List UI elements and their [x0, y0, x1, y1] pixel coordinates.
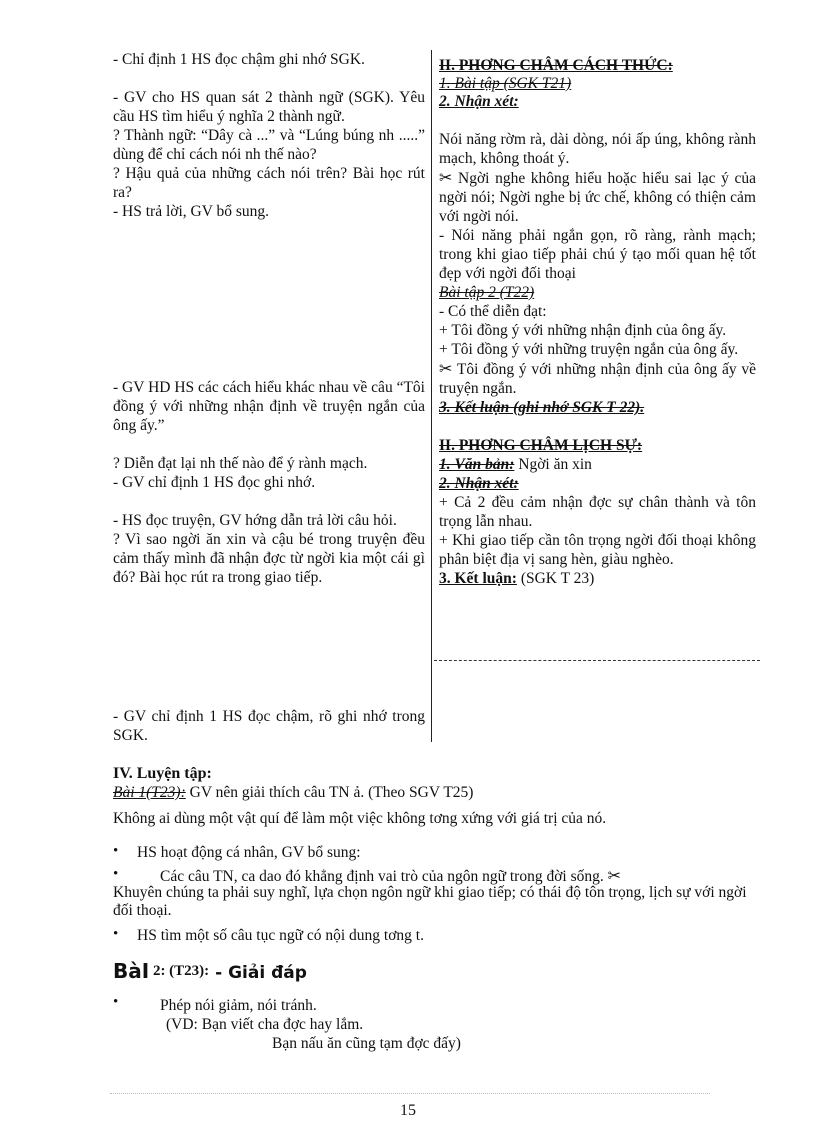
left-p1: - Chỉ định 1 HS đọc chậm ghi nhớ SGK.: [113, 51, 365, 68]
van-ban-label: 1. Văn bản:: [439, 456, 515, 473]
right-r4: - Có thể diễn đạt:: [439, 303, 547, 320]
scissors-icon: ✂: [439, 359, 453, 378]
bottom-line2: Không ai dùng một vật quí để làm một việc không tơng xứng với giá trị của nó.: [113, 810, 607, 827]
left-p11: - GV chỉ định 1 HS đọc chậm, rõ ghi nhớ trong SGK.: [113, 708, 425, 744]
bai-2-heading: BàI 2: (T23): - Giải đáp: [113, 959, 307, 983]
left-p3: ? Thành ngữ: “Dây cà ...” và “Lúng búng nh .....” dùng để chỉ cách nói nh thế nào?: [113, 127, 425, 163]
bottom-b4: Phép nói giảm, nói tránh.: [160, 997, 317, 1014]
luyen-tap-heading: IV. Luyện tập:: [113, 765, 212, 782]
heading-cach-thuc: II. PHƠNG CHÂM CÁCH THỨC:: [439, 57, 673, 74]
heading-lich-su: II. PHƠNG CHÂM LỊCH SỰ:: [439, 437, 643, 454]
page-number: 15: [400, 1102, 416, 1119]
column-divider: [431, 50, 432, 742]
bottom-b1: HS hoạt động cá nhân, GV bổ sung:: [137, 844, 361, 861]
vd-1: (VD: Bạn viết cha đợc hay lắm.: [166, 1016, 364, 1033]
subheading-bai-tap: 1. Bài tập (SGK T21): [439, 75, 572, 92]
bottom-b3: HS tìm một số câu tục ngữ có nội dung tơng t.: [137, 927, 424, 944]
subheading-nhan-xet-2: 2. Nhận xét:: [439, 475, 519, 492]
subheading-ket-luan: 3. Kết luận (ghi nhớ SGK T 22).: [439, 399, 645, 416]
left-p9: - HS đọc truyện, GV hớng dẫn trả lời câu hỏi.: [113, 512, 397, 529]
right-r7: ✂ Tôi đồng ý với những nhận định của ông ấy về truyện ngắn.: [439, 359, 756, 397]
bottom-b2-cont: Khuyên chúng ta phải suy nghĩ, lựa chọn ngôn ngữ khi giao tiếp; có thái độ tôn trọng, lịch sự với ngời đối thoại.: [113, 884, 747, 919]
right-r9: + Khi giao tiếp cần tôn trọng ngời đối thoại không phân biệt địa vị sang hèn, giàu nghèo.: [439, 532, 756, 568]
bullet-4: •: [113, 994, 119, 1010]
left-p2: - GV cho HS quan sát 2 thành ngữ (SGK). Yêu cầu HS tìm hiểu ý nghĩa 2 thành ngữ.: [113, 89, 425, 125]
right-ket-luan-2: 3. Kết luận: (SGK T 23): [439, 570, 595, 587]
bullet-3: •: [113, 926, 119, 942]
right-r1: Nói năng rờm rà, dài dòng, nói ấp úng, không rành mạch, không thoát ý.: [439, 131, 756, 167]
divider-line: [434, 660, 760, 661]
bai-1-label: Bài 1(T23):: [113, 784, 186, 801]
bullet-1: •: [113, 843, 119, 859]
section-luyen-tap: [113, 764, 763, 783]
left-p4: ? Hậu quả của những cách nói trên? Bài học rút ra?: [113, 165, 425, 201]
right-r8: + Cả 2 đều cảm nhận đợc sự chân thành và tôn trọng lẫn nhau.: [439, 494, 756, 530]
vd-2: Bạn nấu ăn cũng tạm đợc đấy): [272, 1035, 461, 1052]
bullet-2: •: [113, 866, 119, 882]
right-r3: - Nói năng phải ngắn gọn, rõ ràng, rành mạch; trong khi giao tiếp phải chú ý tạo mối quan hệ tốt đẹp với ngời đối thoại: [439, 227, 756, 282]
right-r6: + Tôi đồng ý với những truyện ngắn của ông ấy.: [439, 341, 739, 358]
right-van-ban: 1. Văn bản: Ngời ăn xin: [439, 456, 592, 473]
right-column: [439, 56, 756, 588]
left-column-2: [113, 378, 425, 587]
left-p10: ? Vì sao ngời ăn xin và cậu bé trong truyện đều cảm thấy mình đã nhận đợc từ ngời kia một cái gì đó? Bài học rút ra trong giao tiếp.: [113, 531, 425, 586]
footer-divider: [110, 1093, 710, 1094]
bai-1: Bài 1(T23): GV nên giải thích câu TN ả. (Theo SGV T25): [113, 784, 474, 801]
left-column: [113, 50, 425, 221]
scissors-icon: ✂: [607, 866, 622, 885]
bottom-b2: Các câu TN, ca dao đó khẳng định vai trò của ngôn ngữ trong đời sống. ✂: [160, 866, 622, 885]
ket-luan-label: 3. Kết luận:: [439, 570, 517, 587]
left-column-3: [113, 707, 425, 745]
scissors-icon: ✂: [439, 168, 453, 187]
right-r2: ✂ Ngời nghe không hiểu hoặc hiểu sai lạc ý của ngời nói; Ngời nghe bị ức chế, không có thiện cảm với ngời nói.: [439, 168, 756, 225]
left-p5: - HS trả lời, GV bổ sung.: [113, 203, 270, 220]
subheading-bai-tap-2: Bài tập 2 (T22): [439, 284, 535, 301]
right-r5: + Tôi đồng ý với những nhận định của ông ấy.: [439, 322, 727, 339]
left-p8: - GV chỉ định 1 HS đọc ghi nhớ.: [113, 474, 316, 491]
subheading-nhan-xet: 2. Nhận xét:: [439, 93, 519, 110]
left-p7: ? Diễn đạt lại nh thế nào để ý rành mạch.: [113, 455, 368, 472]
left-p6: - GV HD HS các cách hiểu khác nhau về câu “Tôi đồng ý với những nhận định về truyện ngắn của ông ấy.”: [113, 379, 425, 434]
